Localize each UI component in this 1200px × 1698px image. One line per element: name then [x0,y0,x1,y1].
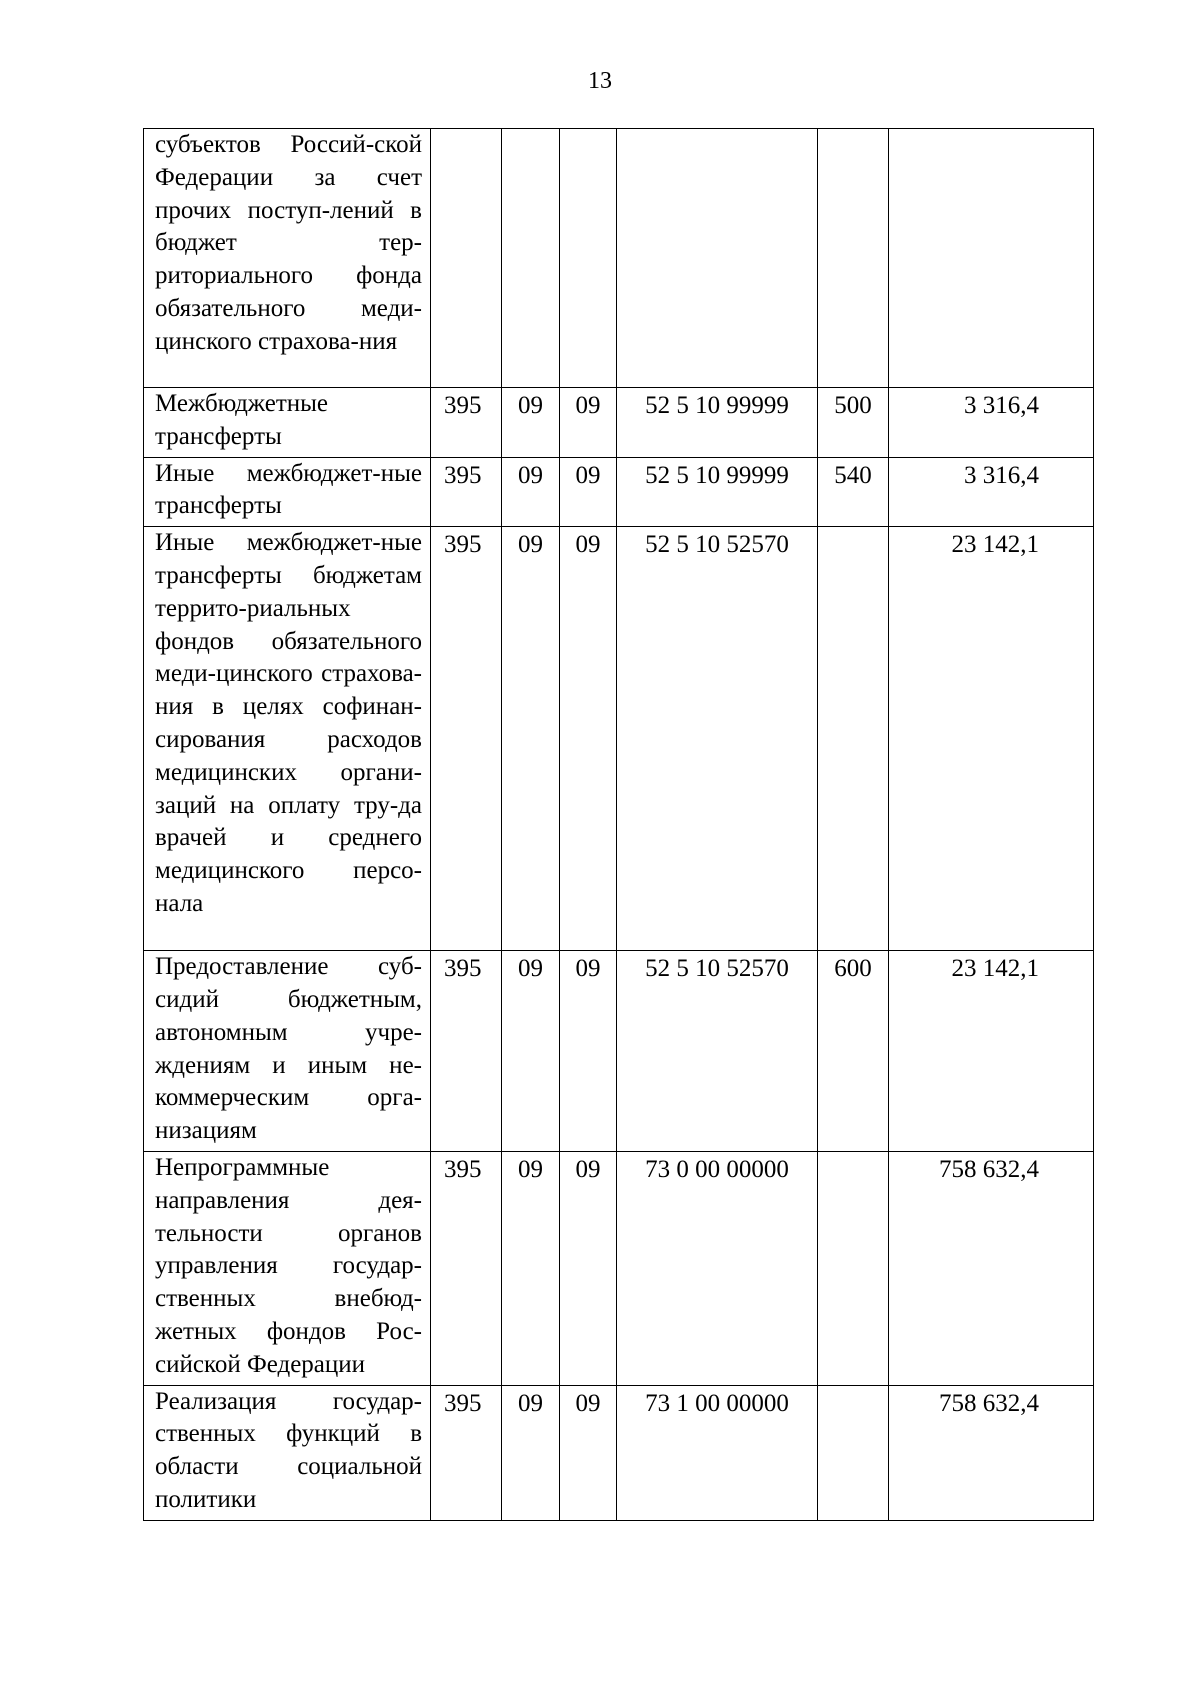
amount-cell: 758 632,4 [889,1151,1094,1385]
ministry-code-cell: 395 [431,1151,502,1385]
amount-cell: 758 632,4 [889,1385,1094,1520]
budget-table [143,128,1094,1521]
ministry-code-cell: 395 [431,388,502,458]
section-code-cell [502,129,560,388]
table-body [144,129,1094,1521]
row-name-cell: Межбюджетные трансферты [144,388,431,458]
expense-type-cell: 540 [818,457,889,527]
ministry-code-cell: 395 [431,951,502,1152]
row-name-cell: субъектов Россий-ской Федерации за счет прочих поступ-лений в бюджет тер-риториального фонда обязательного меди-цинского страхова-ния [144,129,431,388]
subsection-code-cell: 09 [560,457,617,527]
table-row [144,457,1094,527]
target-article-cell: 73 1 00 00000 [617,1385,818,1520]
target-article-cell: 73 0 00 00000 [617,1151,818,1385]
expense-type-cell: 600 [818,951,889,1152]
table-row [144,388,1094,458]
table-row [144,1151,1094,1385]
table-row [144,129,1094,388]
subsection-code-cell: 09 [560,388,617,458]
target-article-cell: 52 5 10 52570 [617,951,818,1152]
amount-cell: 23 142,1 [889,951,1094,1152]
row-name-cell: Иные межбюджет-ные трансферты [144,457,431,527]
subsection-code-cell: 09 [560,1385,617,1520]
section-code-cell: 09 [502,1151,560,1385]
section-code-cell: 09 [502,951,560,1152]
table-row [144,527,1094,951]
amount-cell: 3 316,4 [889,388,1094,458]
section-code-cell: 09 [502,457,560,527]
expense-type-cell [818,527,889,951]
row-name-cell: Предоставление суб-сидий бюджетным, автономным учре-ждениям и иным не-коммерческим орга-низациям [144,951,431,1152]
row-name-cell: Непрограммные направления дея-тельности органов управления государ-ственных внебюд-жетных фондов Рос-сийской Федерации [144,1151,431,1385]
section-code-cell: 09 [502,1385,560,1520]
subsection-code-cell [560,129,617,388]
subsection-code-cell: 09 [560,527,617,951]
ministry-code-cell [431,129,502,388]
amount-cell [889,129,1094,388]
row-name-cell: Реализация государ-ственных функций в области социальной политики [144,1385,431,1520]
subsection-code-cell: 09 [560,951,617,1152]
ministry-code-cell: 395 [431,1385,502,1520]
amount-cell: 23 142,1 [889,527,1094,951]
expense-type-cell [818,1385,889,1520]
amount-cell: 3 316,4 [889,457,1094,527]
expense-type-cell: 500 [818,388,889,458]
section-code-cell: 09 [502,388,560,458]
target-article-cell [617,129,818,388]
table-row [144,1385,1094,1520]
section-code-cell: 09 [502,527,560,951]
ministry-code-cell: 395 [431,527,502,951]
page-number: 13 [588,68,612,94]
target-article-cell: 52 5 10 99999 [617,388,818,458]
ministry-code-cell: 395 [431,457,502,527]
row-name-cell: Иные межбюджет-ные трансферты бюджетам террито-риальных фондов обязательного меди-цинского страхова-ния в целях софинан-сирования расходов медицинских органи-заций на оплату тру-да врачей и среднего медицинского персо-нала [144,527,431,951]
target-article-cell: 52 5 10 52570 [617,527,818,951]
expense-type-cell [818,1151,889,1385]
expense-type-cell [818,129,889,388]
subsection-code-cell: 09 [560,1151,617,1385]
target-article-cell: 52 5 10 99999 [617,457,818,527]
table-row [144,951,1094,1152]
